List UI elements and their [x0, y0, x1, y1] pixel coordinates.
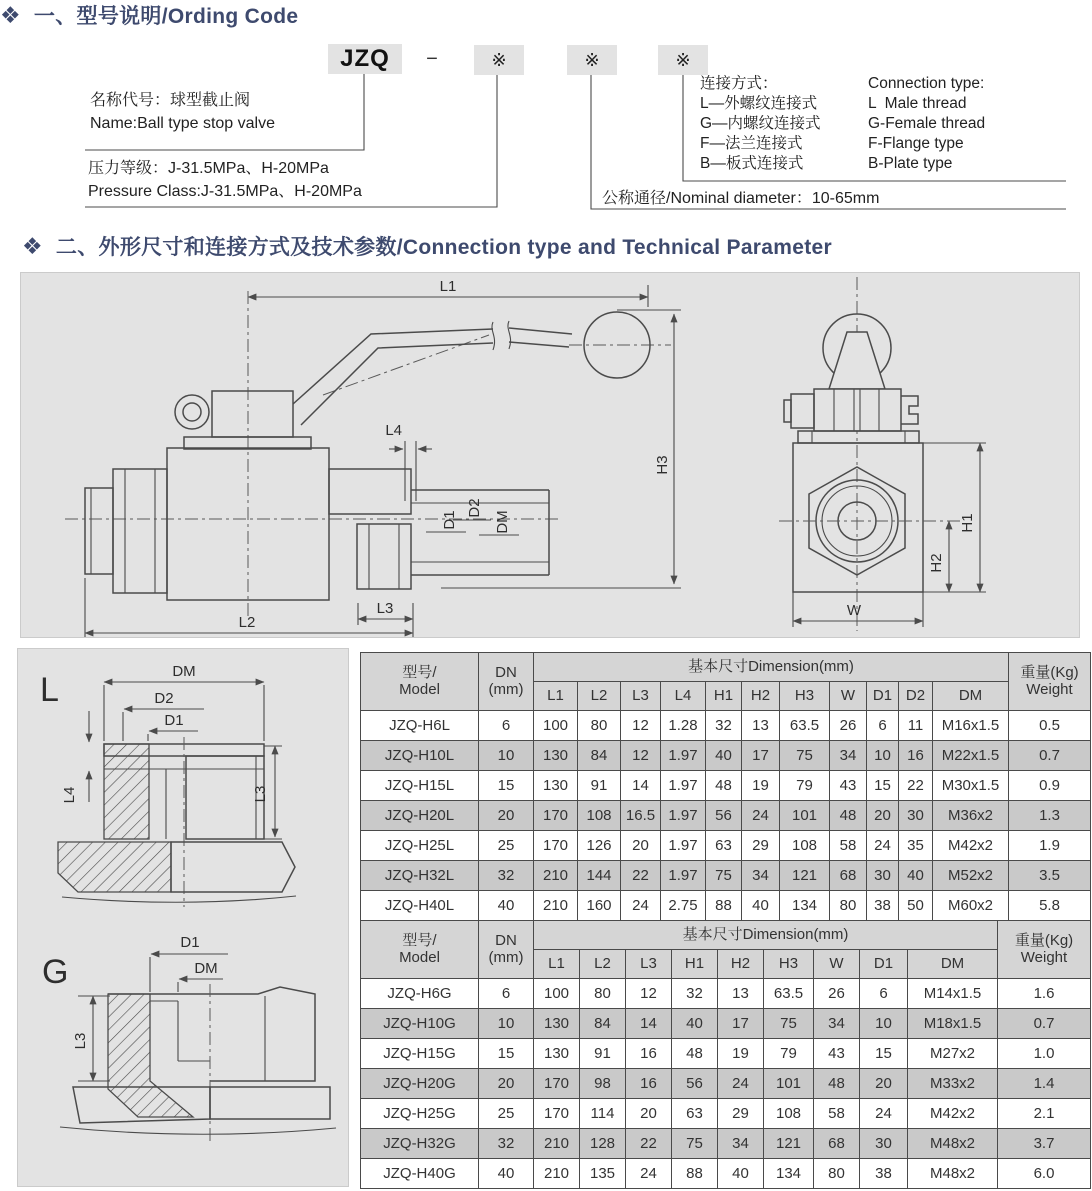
valve-front-view [779, 277, 961, 631]
dn-cell: 20 [479, 801, 534, 831]
dimension-column-header: H3 [780, 682, 830, 711]
dimension-cell: 40 [742, 891, 780, 921]
model-column-header: 型号/ Model [361, 653, 479, 711]
dimension-cell: 210 [534, 1159, 580, 1189]
dimension-cell: M14x1.5 [908, 979, 998, 1009]
section1-title: 一、型号说明/Ording Code [33, 5, 299, 28]
dimension-column-header: W [814, 950, 860, 979]
valve-name-block [90, 89, 275, 135]
dimension-cell: 12 [621, 711, 661, 741]
dn-cell: 25 [479, 831, 534, 861]
model-cell: JZQ-H40L [361, 891, 479, 921]
dimension-cell: 13 [718, 979, 764, 1009]
dimension-cell: 6 [867, 711, 899, 741]
dimension-cell: 43 [814, 1039, 860, 1069]
weight-cell: 0.7 [1009, 741, 1091, 771]
dn-cell: 15 [479, 1039, 534, 1069]
dimension-cell: 10 [867, 741, 899, 771]
dimension-cell: M30x1.5 [933, 771, 1009, 801]
dim-label-d1: D1 [441, 510, 458, 530]
connection-en-3: F-Flange type [868, 135, 964, 152]
dimension-cell: M42x2 [933, 831, 1009, 861]
dimension-cell: 84 [578, 741, 621, 771]
dimension-cell: 24 [626, 1159, 672, 1189]
dimension-cell: 6 [860, 979, 908, 1009]
dimension-cell: 15 [860, 1039, 908, 1069]
dimension-cell: M33x2 [908, 1069, 998, 1099]
table-row [361, 831, 1091, 861]
dimension-cell: 1.97 [661, 861, 706, 891]
weight-cell: 0.5 [1009, 711, 1091, 741]
dimension-cell: 101 [764, 1069, 814, 1099]
dimension-cell: 63 [672, 1099, 718, 1129]
reference-mark-icon: ※ [584, 49, 600, 70]
dim-label-l2: L2 [238, 614, 256, 631]
dimension-cell: 170 [534, 801, 578, 831]
dimension-cell: 24 [621, 891, 661, 921]
side-view-dimensions [85, 278, 681, 637]
dimension-cell: 75 [780, 741, 830, 771]
dimension-column-header: DM [933, 682, 1009, 711]
dimension-cell: 134 [764, 1159, 814, 1189]
model-cell: JZQ-H6L [361, 711, 479, 741]
dimension-cell: 48 [814, 1069, 860, 1099]
weight-column-header: 重量(Kg) Weight [1009, 653, 1091, 711]
dimension-cell: 80 [830, 891, 867, 921]
valve-drawing-svg [21, 273, 1079, 637]
dimension-column-header: DM [908, 950, 998, 979]
valve-side-view [65, 291, 671, 617]
dimension-cell: 14 [621, 771, 661, 801]
dimension-cell: 12 [621, 741, 661, 771]
model-cell: JZQ-H20L [361, 801, 479, 831]
dimension-cell: 75 [706, 861, 742, 891]
dim-label-l1: L1 [439, 278, 457, 295]
dn-cell: 32 [479, 1129, 534, 1159]
dimension-cell: 1.97 [661, 771, 706, 801]
code-jzq: JZQ [340, 45, 390, 72]
connection-en-0: Connection type: [868, 75, 985, 92]
pressure-class-block [88, 157, 362, 203]
dimension-cell: 11 [899, 711, 933, 741]
dimension-column-header: L4 [661, 682, 706, 711]
table-row [361, 1069, 1091, 1099]
dim-label-l3: L3 [72, 1032, 89, 1050]
dimension-cell: 30 [867, 861, 899, 891]
table-row [361, 741, 1091, 771]
dimension-column-header: D1 [860, 950, 908, 979]
dimension-cell: 75 [764, 1009, 814, 1039]
dimension-cell: 40 [672, 1009, 718, 1039]
dn-cell: 10 [479, 1009, 534, 1039]
spec-table-l-type [360, 652, 1091, 921]
dimension-cell: 20 [860, 1069, 908, 1099]
dimension-cell: M42x2 [908, 1099, 998, 1129]
dimension-cell: 1.97 [661, 741, 706, 771]
dimension-column-header: H1 [706, 682, 742, 711]
dimension-column-header: L1 [534, 950, 580, 979]
dimension-cell: 48 [706, 771, 742, 801]
dn-cell: 10 [479, 741, 534, 771]
dimension-cell: 210 [534, 861, 578, 891]
dimension-cell: 43 [830, 771, 867, 801]
reference-mark-icon: ※ [491, 49, 507, 70]
dimension-cell: 30 [899, 801, 933, 831]
dimension-cell: 22 [621, 861, 661, 891]
dimension-cell: 91 [578, 771, 621, 801]
connection-cn-1: L—外螺纹连接式 [700, 95, 818, 112]
table-row [361, 1039, 1091, 1069]
dimension-cell: 84 [580, 1009, 626, 1039]
table-row [361, 979, 1091, 1009]
code-placeholder-box-3 [658, 45, 708, 75]
dn-cell: 6 [479, 711, 534, 741]
dimension-cell: 29 [718, 1099, 764, 1129]
dimension-column-header: H2 [718, 950, 764, 979]
table-row [361, 801, 1091, 831]
detail-g-title: G [42, 953, 69, 991]
dimension-cell: 2.75 [661, 891, 706, 921]
dimension-group-header: 基本尺寸Dimension(mm) [534, 653, 1009, 682]
dimension-column-header: W [830, 682, 867, 711]
dimension-cell: 75 [672, 1129, 718, 1159]
valve-name-cn: 名称代号：球型截止阀 [90, 92, 251, 109]
weight-cell: 1.6 [998, 979, 1091, 1009]
table-row [361, 771, 1091, 801]
dimension-cell: M22x1.5 [933, 741, 1009, 771]
connection-en-4: B-Plate type [868, 155, 953, 172]
dimension-cell: 121 [780, 861, 830, 891]
table-row [361, 1159, 1091, 1189]
dim-label-d2: D2 [154, 690, 174, 707]
model-cell: JZQ-H32G [361, 1129, 479, 1159]
dim-label-dm: DM [494, 510, 511, 534]
dimension-cell: M52x2 [933, 861, 1009, 891]
dim-label-l3: L3 [376, 600, 394, 617]
dimension-cell: 114 [580, 1099, 626, 1129]
dimension-cell: 16.5 [621, 801, 661, 831]
dimension-cell: M36x2 [933, 801, 1009, 831]
dimension-cell: 20 [621, 831, 661, 861]
code-placeholder-box-2 [567, 45, 617, 75]
weight-cell: 1.0 [998, 1039, 1091, 1069]
table-row [361, 711, 1091, 741]
weight-cell: 2.1 [998, 1099, 1091, 1129]
dimension-column-header: D2 [899, 682, 933, 711]
dimension-cell: 17 [718, 1009, 764, 1039]
dim-label-d1: D1 [164, 712, 184, 729]
model-cell: JZQ-H10G [361, 1009, 479, 1039]
dimension-cell: 63 [706, 831, 742, 861]
dimension-cell: 17 [742, 741, 780, 771]
model-cell: JZQ-H20G [361, 1069, 479, 1099]
valve-name-en: Name:Ball type stop valve [90, 115, 275, 132]
dimension-cell: 40 [899, 861, 933, 891]
dim-label-l4: L4 [385, 422, 402, 439]
dimension-cell: 1.28 [661, 711, 706, 741]
dimension-cell: 160 [578, 891, 621, 921]
dimension-cell: 79 [780, 771, 830, 801]
dimension-column-header: L2 [580, 950, 626, 979]
dimension-cell: 144 [578, 861, 621, 891]
dimension-cell: 38 [860, 1159, 908, 1189]
dimension-cell: 56 [672, 1069, 718, 1099]
code-dash: − [426, 47, 438, 70]
dimension-cell: 79 [764, 1039, 814, 1069]
dn-cell: 6 [479, 979, 534, 1009]
dimension-cell: 40 [718, 1159, 764, 1189]
dim-label-l3: L3 [252, 785, 269, 803]
detail-l-view [40, 663, 296, 907]
dimension-cell: 130 [534, 1039, 580, 1069]
dimension-cell: 15 [867, 771, 899, 801]
dimension-column-header: D1 [867, 682, 899, 711]
dimension-cell: M60x2 [933, 891, 1009, 921]
dimension-column-header: L1 [534, 682, 578, 711]
dimension-column-header: L2 [578, 682, 621, 711]
dn-cell: 32 [479, 861, 534, 891]
dimension-cell: 19 [742, 771, 780, 801]
model-cell: JZQ-H15L [361, 771, 479, 801]
weight-cell: 6.0 [998, 1159, 1091, 1189]
dimension-cell: 50 [899, 891, 933, 921]
model-cell: JZQ-H6G [361, 979, 479, 1009]
dimension-cell: 24 [742, 801, 780, 831]
dimension-cell: 24 [718, 1069, 764, 1099]
dimension-cell: 56 [706, 801, 742, 831]
nominal-diameter-label: 公称通径/Nominal diameter：10-65mm [602, 190, 880, 207]
dimension-cell: M16x1.5 [933, 711, 1009, 741]
dimension-cell: 38 [867, 891, 899, 921]
dim-label-h2: H2 [928, 553, 945, 573]
dim-label-dm: DM [194, 960, 218, 977]
dimension-cell: 108 [780, 831, 830, 861]
model-cell: JZQ-H32L [361, 861, 479, 891]
dimension-cell: 98 [580, 1069, 626, 1099]
dimension-cell: 126 [578, 831, 621, 861]
dimension-cell: 34 [718, 1129, 764, 1159]
diamond-bullet-icon: ❖ [22, 232, 43, 259]
dimension-cell: 68 [830, 861, 867, 891]
dimension-cell: 32 [672, 979, 718, 1009]
dimension-cell: 101 [780, 801, 830, 831]
model-cell: JZQ-H15G [361, 1039, 479, 1069]
weight-cell: 1.9 [1009, 831, 1091, 861]
dimension-cell: M27x2 [908, 1039, 998, 1069]
model-column-header: 型号/ Model [361, 921, 479, 979]
dimension-cell: 135 [580, 1159, 626, 1189]
connection-cn-3: F—法兰连接式 [700, 135, 803, 152]
weight-cell: 1.4 [998, 1069, 1091, 1099]
weight-cell: 0.7 [998, 1009, 1091, 1039]
dimension-cell: 22 [899, 771, 933, 801]
dimension-cell: 20 [626, 1099, 672, 1129]
dimension-cell: 108 [578, 801, 621, 831]
connection-cn-2: G—内螺纹连接式 [700, 115, 821, 132]
dimension-cell: 170 [534, 831, 578, 861]
dimension-cell: 210 [534, 891, 578, 921]
dimension-cell: 134 [780, 891, 830, 921]
weight-cell: 3.5 [1009, 861, 1091, 891]
detail-l-title: L [40, 671, 59, 709]
dimension-cell: 91 [580, 1039, 626, 1069]
dim-label-h3: H3 [654, 455, 671, 475]
weight-cell: 3.7 [998, 1129, 1091, 1159]
dimension-cell: 170 [534, 1069, 580, 1099]
dimension-cell: 34 [814, 1009, 860, 1039]
table-row [361, 1129, 1091, 1159]
dimension-cell: 16 [899, 741, 933, 771]
dim-label-dm: DM [172, 663, 196, 680]
dn-cell: 15 [479, 771, 534, 801]
detail-drawing-panel [17, 648, 349, 1187]
main-drawing-panel [20, 272, 1080, 638]
dn-cell: 40 [479, 891, 534, 921]
dimension-cell: 170 [534, 1099, 580, 1129]
model-cell: JZQ-H25L [361, 831, 479, 861]
dimension-cell: 12 [626, 979, 672, 1009]
dimension-cell: 1.97 [661, 831, 706, 861]
weight-column-header: 重量(Kg) Weight [998, 921, 1091, 979]
dimension-cell: 40 [706, 741, 742, 771]
spec-table-g-type [360, 920, 1091, 1189]
weight-cell: 5.8 [1009, 891, 1091, 921]
dimension-column-header: L3 [626, 950, 672, 979]
dimension-cell: 68 [814, 1129, 860, 1159]
dim-label-l4: L4 [61, 786, 78, 804]
model-cell: JZQ-H10L [361, 741, 479, 771]
reference-mark-icon: ※ [675, 49, 691, 70]
dimension-cell: 16 [626, 1069, 672, 1099]
dimension-cell: 58 [830, 831, 867, 861]
dimension-cell: 16 [626, 1039, 672, 1069]
dimension-cell: 24 [860, 1099, 908, 1129]
dimension-cell: 35 [899, 831, 933, 861]
dimension-cell: 48 [672, 1039, 718, 1069]
dimension-cell: 32 [706, 711, 742, 741]
dimension-cell: 63.5 [764, 979, 814, 1009]
dimension-group-header: 基本尺寸Dimension(mm) [534, 921, 998, 950]
pressure-class-en: Pressure Class:J-31.5MPa、H-20MPa [88, 183, 362, 200]
dimension-column-header: H1 [672, 950, 718, 979]
dimension-cell: 80 [580, 979, 626, 1009]
dimension-cell: 121 [764, 1129, 814, 1159]
connection-type-block [700, 74, 985, 174]
dimension-cell: 24 [867, 831, 899, 861]
dimension-column-header: L3 [621, 682, 661, 711]
dimension-cell: 22 [626, 1129, 672, 1159]
dimension-cell: 130 [534, 771, 578, 801]
table-row [361, 891, 1091, 921]
dimension-cell: 30 [860, 1129, 908, 1159]
section2-title: 二、外形尺寸和连接方式及技术参数/Connection type and Technical Parameter [55, 236, 832, 259]
dimension-cell: 128 [580, 1129, 626, 1159]
dim-label-d2: D2 [466, 498, 483, 518]
dimension-cell: 26 [814, 979, 860, 1009]
dn-cell: 25 [479, 1099, 534, 1129]
code-jzq-box [328, 44, 402, 74]
dimension-cell: M18x1.5 [908, 1009, 998, 1039]
dimension-cell: 80 [814, 1159, 860, 1189]
table-row [361, 1099, 1091, 1129]
dimension-cell: 130 [534, 1009, 580, 1039]
connection-detail-svg [18, 649, 348, 1186]
code-placeholder-box-1 [474, 45, 524, 75]
dimension-cell: 34 [742, 861, 780, 891]
dimension-cell: 63.5 [780, 711, 830, 741]
detail-g-view [42, 934, 336, 1141]
table-row [361, 861, 1091, 891]
dimension-cell: 20 [867, 801, 899, 831]
dimension-cell: 14 [626, 1009, 672, 1039]
dimension-column-header: H2 [742, 682, 780, 711]
dimension-cell: 108 [764, 1099, 814, 1129]
pressure-class-cn: 压力等级：J-31.5MPa、H-20MPa [88, 160, 329, 177]
dn-cell: 20 [479, 1069, 534, 1099]
dimension-cell: M48x2 [908, 1159, 998, 1189]
dimension-cell: 10 [860, 1009, 908, 1039]
dimension-cell: 100 [534, 979, 580, 1009]
dimension-column-header: H3 [764, 950, 814, 979]
connection-en-1: L Male thread [868, 95, 967, 112]
dimension-cell: 26 [830, 711, 867, 741]
dimension-cell: 88 [672, 1159, 718, 1189]
dim-label-d1: D1 [180, 934, 200, 951]
diamond-bullet-icon: ❖ [0, 1, 21, 28]
dimension-cell: 210 [534, 1129, 580, 1159]
weight-cell: 0.9 [1009, 771, 1091, 801]
model-cell: JZQ-H25G [361, 1099, 479, 1129]
section2-header [22, 231, 832, 261]
connection-cn-4: B—板式连接式 [700, 155, 804, 172]
dimension-cell: M48x2 [908, 1129, 998, 1159]
dimension-cell: 88 [706, 891, 742, 921]
dimension-cell: 1.97 [661, 801, 706, 831]
dimension-cell: 100 [534, 711, 578, 741]
dimension-cell: 34 [830, 741, 867, 771]
connection-en-2: G-Female thread [868, 115, 986, 132]
dimension-cell: 130 [534, 741, 578, 771]
dn-column-header: DN (mm) [479, 921, 534, 979]
dimension-cell: 80 [578, 711, 621, 741]
dimension-cell: 48 [830, 801, 867, 831]
dimension-cell: 19 [718, 1039, 764, 1069]
dn-cell: 40 [479, 1159, 534, 1189]
dimension-cell: 58 [814, 1099, 860, 1129]
dimension-cell: 13 [742, 711, 780, 741]
weight-cell: 1.3 [1009, 801, 1091, 831]
model-cell: JZQ-H40G [361, 1159, 479, 1189]
table-row [361, 1009, 1091, 1039]
dn-column-header: DN (mm) [479, 653, 534, 711]
connection-cn-0: 连接方式： [700, 75, 778, 92]
dimension-cell: 29 [742, 831, 780, 861]
dim-label-w: W [846, 602, 862, 619]
dim-label-h1: H1 [959, 513, 976, 533]
